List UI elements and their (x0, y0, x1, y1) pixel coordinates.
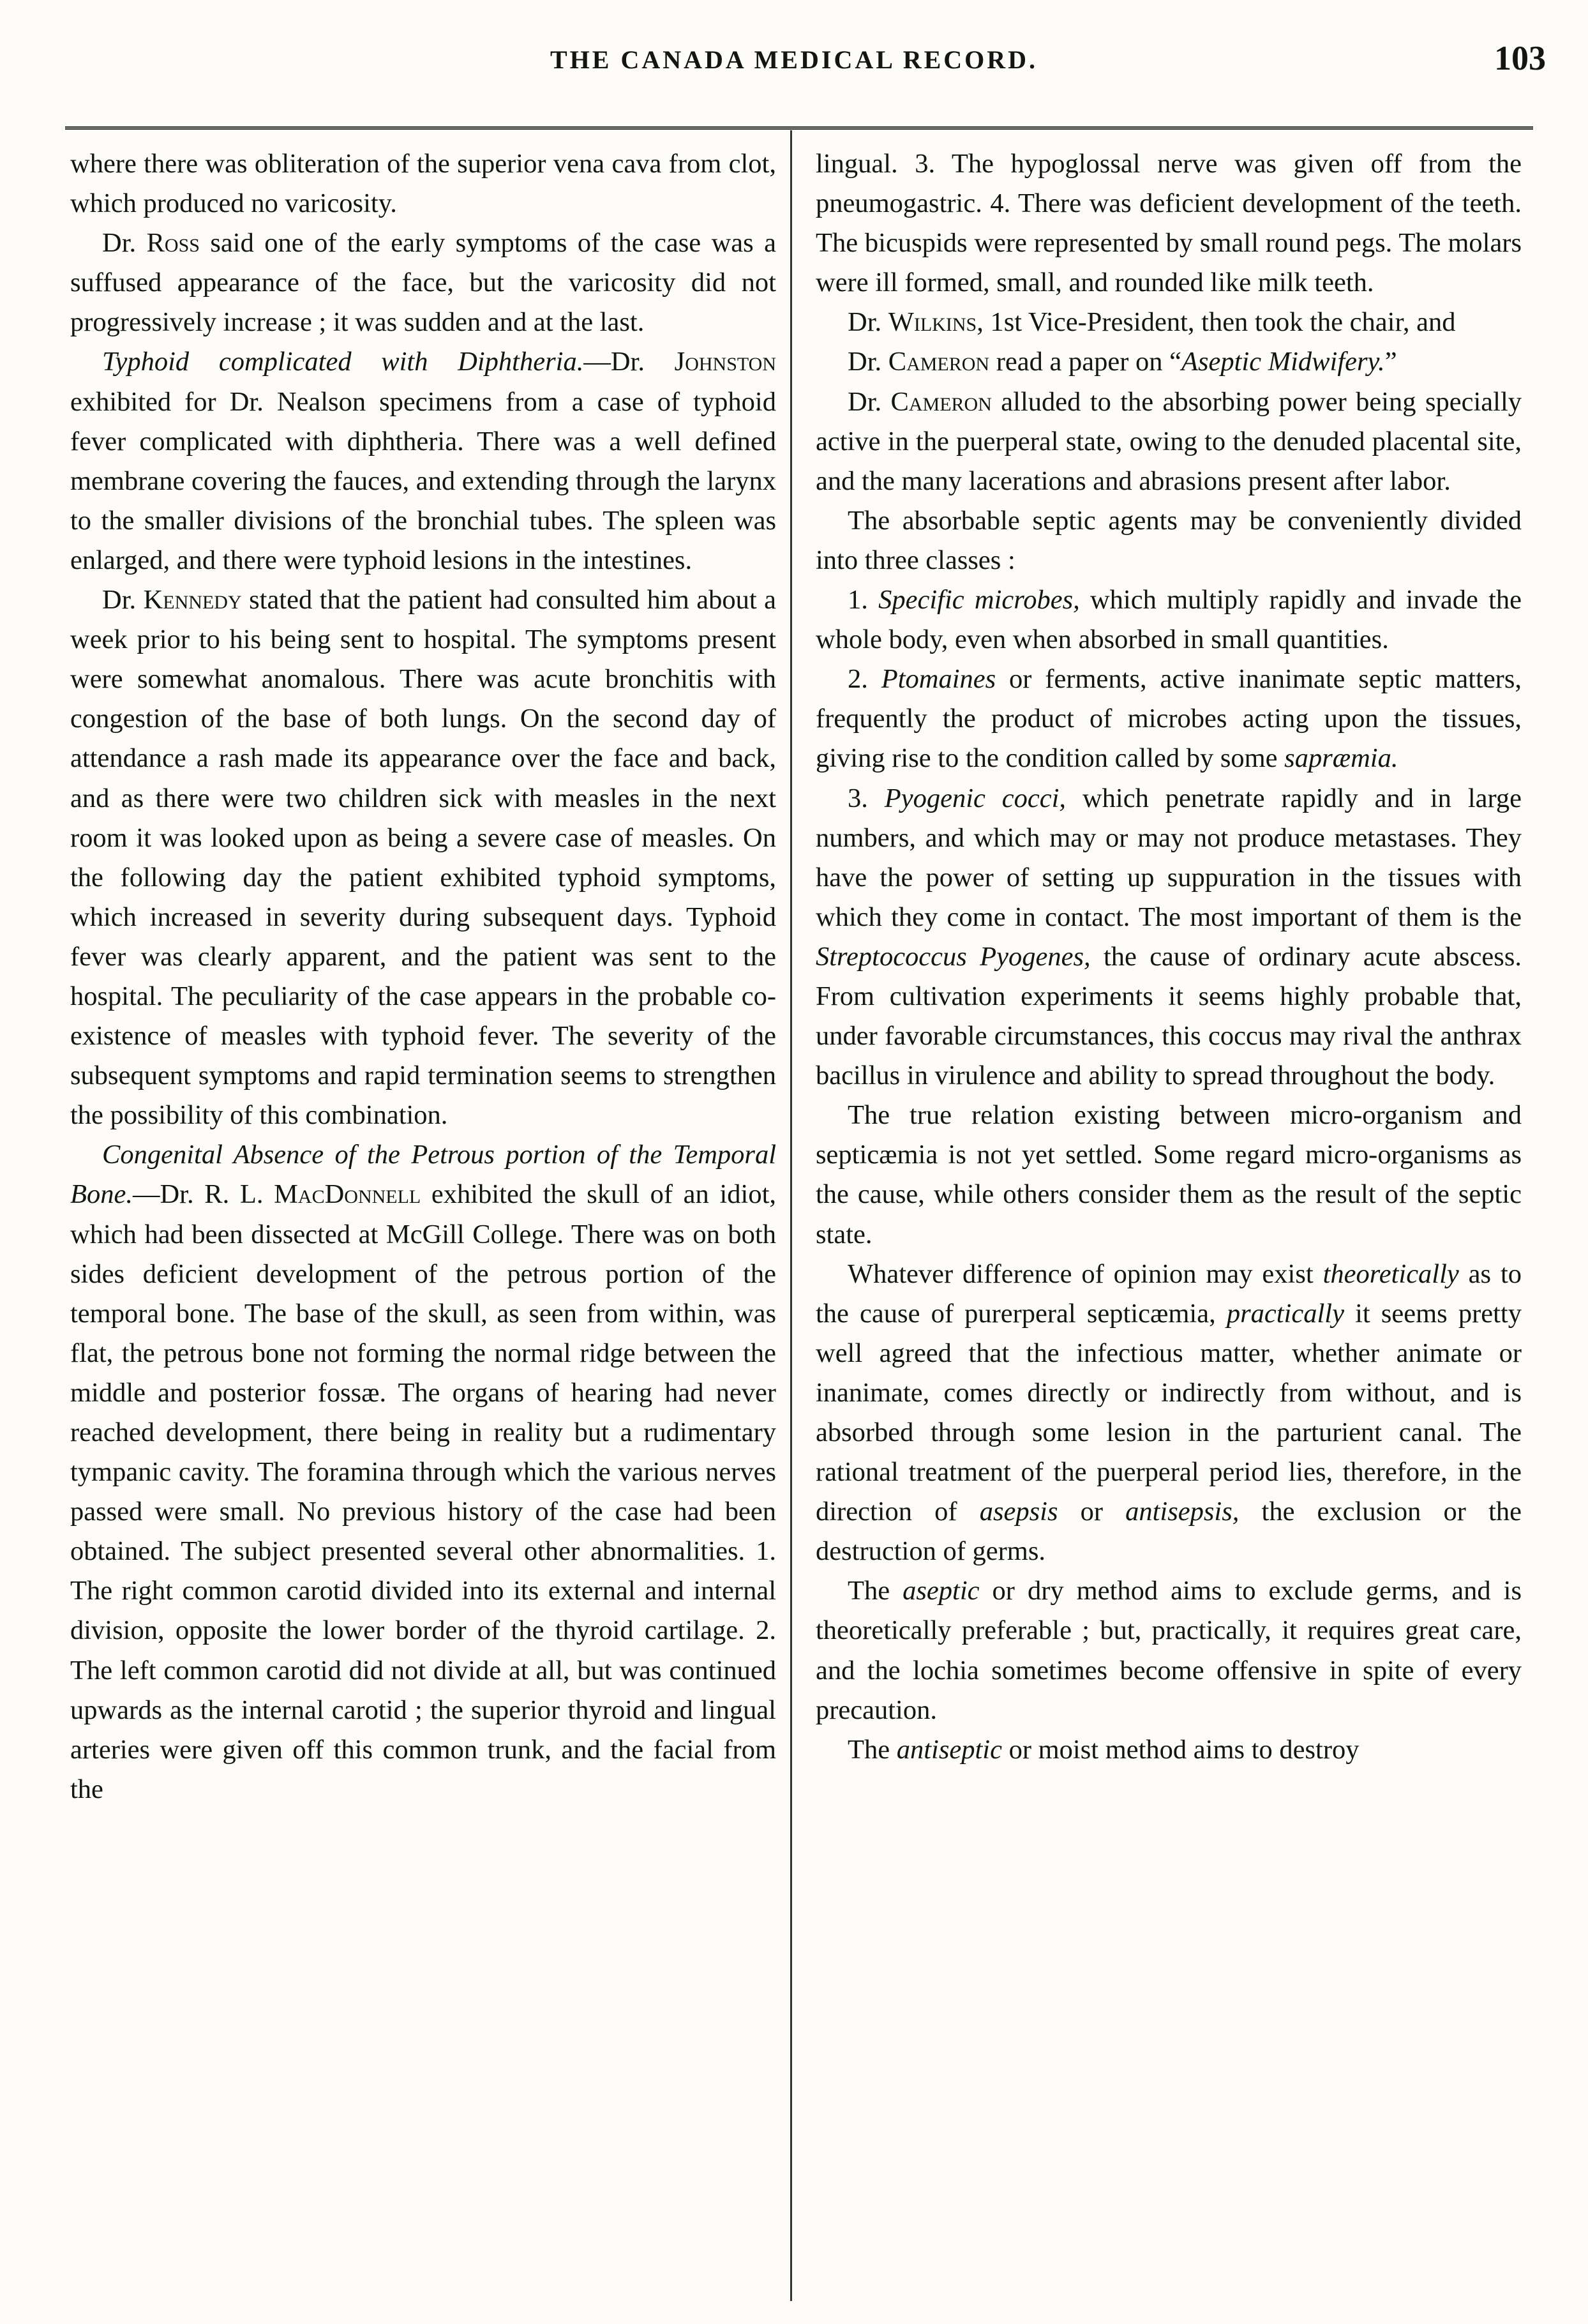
speaker-name: Kennedy (143, 585, 242, 615)
left-column (70, 144, 776, 1809)
term: Streptococcus Pyogenes, (816, 941, 1091, 972)
speaker-name: Cameron (890, 386, 992, 417)
paragraph: Dr. Cameron alluded to the absorbing power being specially active in the puerperal state, owing to the denuded placental site, and the many lacerations and abrasions present after labor. (816, 386, 1522, 496)
list-item: 2. Ptomaines or ferments, active inanimate septic matters, frequently the product of microbes acting upon the tissues, giving rise to the condition called by some sapræmia. (816, 664, 1522, 774)
paragraph: lingual. 3. The hypoglossal nerve was given off from the pneumogastric. 4. There was deficient development of the teeth. The bicuspids were represented by small round pegs. The molars were ill formed, small, and rounded like milk teeth. (816, 149, 1522, 298)
paragraph: Typhoid complicated with Diphtheria.—Dr. Johnston exhibited for Dr. Nealson specimens from a case of typhoid fever complicated with diphtheria. There was a well defined membrane covering the fauces, and extending through the larynx to the smaller divisions of the bronchial tubes. The spleen was enlarged, and there were typhoid lesions in the intestines. (70, 347, 776, 575)
speaker-name: Cameron (888, 347, 990, 377)
paper-title: Aseptic Midwifery. (1181, 347, 1385, 377)
right-column (816, 144, 1522, 1770)
section-heading: Congenital Absence of the Petrous portion of the Temporal Bone. (70, 1140, 776, 1210)
speaker-name: Johnston (674, 347, 776, 377)
term: Ptomaines (881, 664, 996, 695)
section-heading: Typhoid complicated with Diphtheria. (102, 347, 584, 377)
paragraph: where there was obliteration of the superior vena cava from clot, which produced no varicosity. (70, 149, 776, 219)
paragraph: Dr. Wilkins, 1st Vice-President, then took the chair, and (848, 307, 1456, 338)
paragraph: Dr. Ross said one of the early symptoms of the case was a suffused appearance of the face, but the varicosity did not progressively increase ; it was sudden and at the last. (70, 228, 776, 338)
header-rule (65, 126, 1533, 130)
term: Specific microbes, (878, 585, 1080, 615)
paragraph: Dr. Kennedy stated that the patient had consulted him about a week prior to his being sent to hospital. The symptoms present were somewhat anomalous. There was acute bronchitis with congestion of the base of both lungs. On the second day of attendance a rash made its appearance over the face and back, and as there were two children sick with measles in the next room it was looked upon as being a severe case of measles. On the following day the patient exhibited typhoid symptoms, which increased in severity during subsequent days. Typhoid fever was clearly apparent, and the patient was sent to the hospital. The peculiarity of the case appears in the probable co-existence of measles with typhoid fever. The severity of the subsequent symptoms and rapid termination seems to strengthen the possibility of this combination. (70, 585, 776, 1131)
speaker-name: Wilkins (888, 307, 977, 338)
page-number: 103 (1494, 39, 1546, 77)
column-divider (790, 130, 792, 2301)
paragraph: The true relation existing between micro-organism and septicæmia is not yet settled. Some regard micro-organisms as the cause, while others consider them as the result of the septic state. (816, 1100, 1522, 1249)
page-header (0, 39, 1588, 102)
paragraph: Whatever difference of opinion may exist theoretically as to the cause of purerperal septicæmia, practically it seems pretty well agreed that the infectious matter, whether animate or inanimate, comes directly or indirectly from without, and is absorbed through some lesion in the parturient canal. The rational treatment of the puerperal period lies, therefore, in the direction of asepsis or antisepsis, the exclusion or the destruction of germs. (816, 1258, 1522, 1567)
term: sapræmia. (1284, 743, 1398, 774)
paragraph: The antiseptic or moist method aims to destroy (848, 1734, 1360, 1765)
list-item: 3. Pyogenic cocci, which penetrate rapidly and in large numbers, and which may or may not produce metastases. They have the power of setting up suppuration in the tissues with which they come in contact. The most important of them is the Streptococcus Pyogenes, the cause of ordinary acute abscess. From cultivation experiments it seems highly probable that, under favorable circumstances, this coccus may rival the anthrax bacillus in virulence and ability to spread throughout the body. (816, 783, 1522, 1091)
speaker-name: MacDonnell (274, 1179, 421, 1210)
paragraph: Congenital Absence of the Petrous portion of the Temporal Bone.—Dr. R. L. MacDonnell exhibited the skull of an idiot, which had been dissected at McGill College. There was on both sides deficient development of the petrous portion of the temporal bone. The base of the skull, as seen from within, was flat, the petrous bone not forming the normal ridge between the middle and posterior fossæ. The organs of hearing had never reached development, there being in reality but a rudimentary tympanic cavity. The foramina through which the various nerves passed were small. No previous history of the case had been obtained. The subject presented several other abnormalities. 1. The right common carotid divided into its external and internal division, opposite the lower border of the thyroid cartilage. 2. The left common carotid did not divide at all, but was continued upwards as the internal carotid ; the superior thyroid and lingual arteries were given off this common trunk, and the facial from the (70, 1140, 777, 1804)
speaker-name: Ross (146, 228, 200, 259)
running-title: THE CANADA MEDICAL RECORD. (550, 45, 1038, 74)
paragraph: Dr. Cameron read a paper on “Aseptic Midwifery.” (848, 347, 1397, 377)
paragraph: The absorbable septic agents may be conveniently divided into three classes : (816, 505, 1522, 575)
paragraph: The aseptic or dry method aims to exclude germs, and is theoretically preferable ; but, practically, it requires great care, and the lochia sometimes become offensive in spite of every precaution. (816, 1576, 1522, 1725)
list-item: 1. Specific microbes, which multiply rapidly and invade the whole body, even when absorbed in small quantities. (816, 585, 1522, 655)
term: Pyogenic cocci, (884, 783, 1067, 813)
